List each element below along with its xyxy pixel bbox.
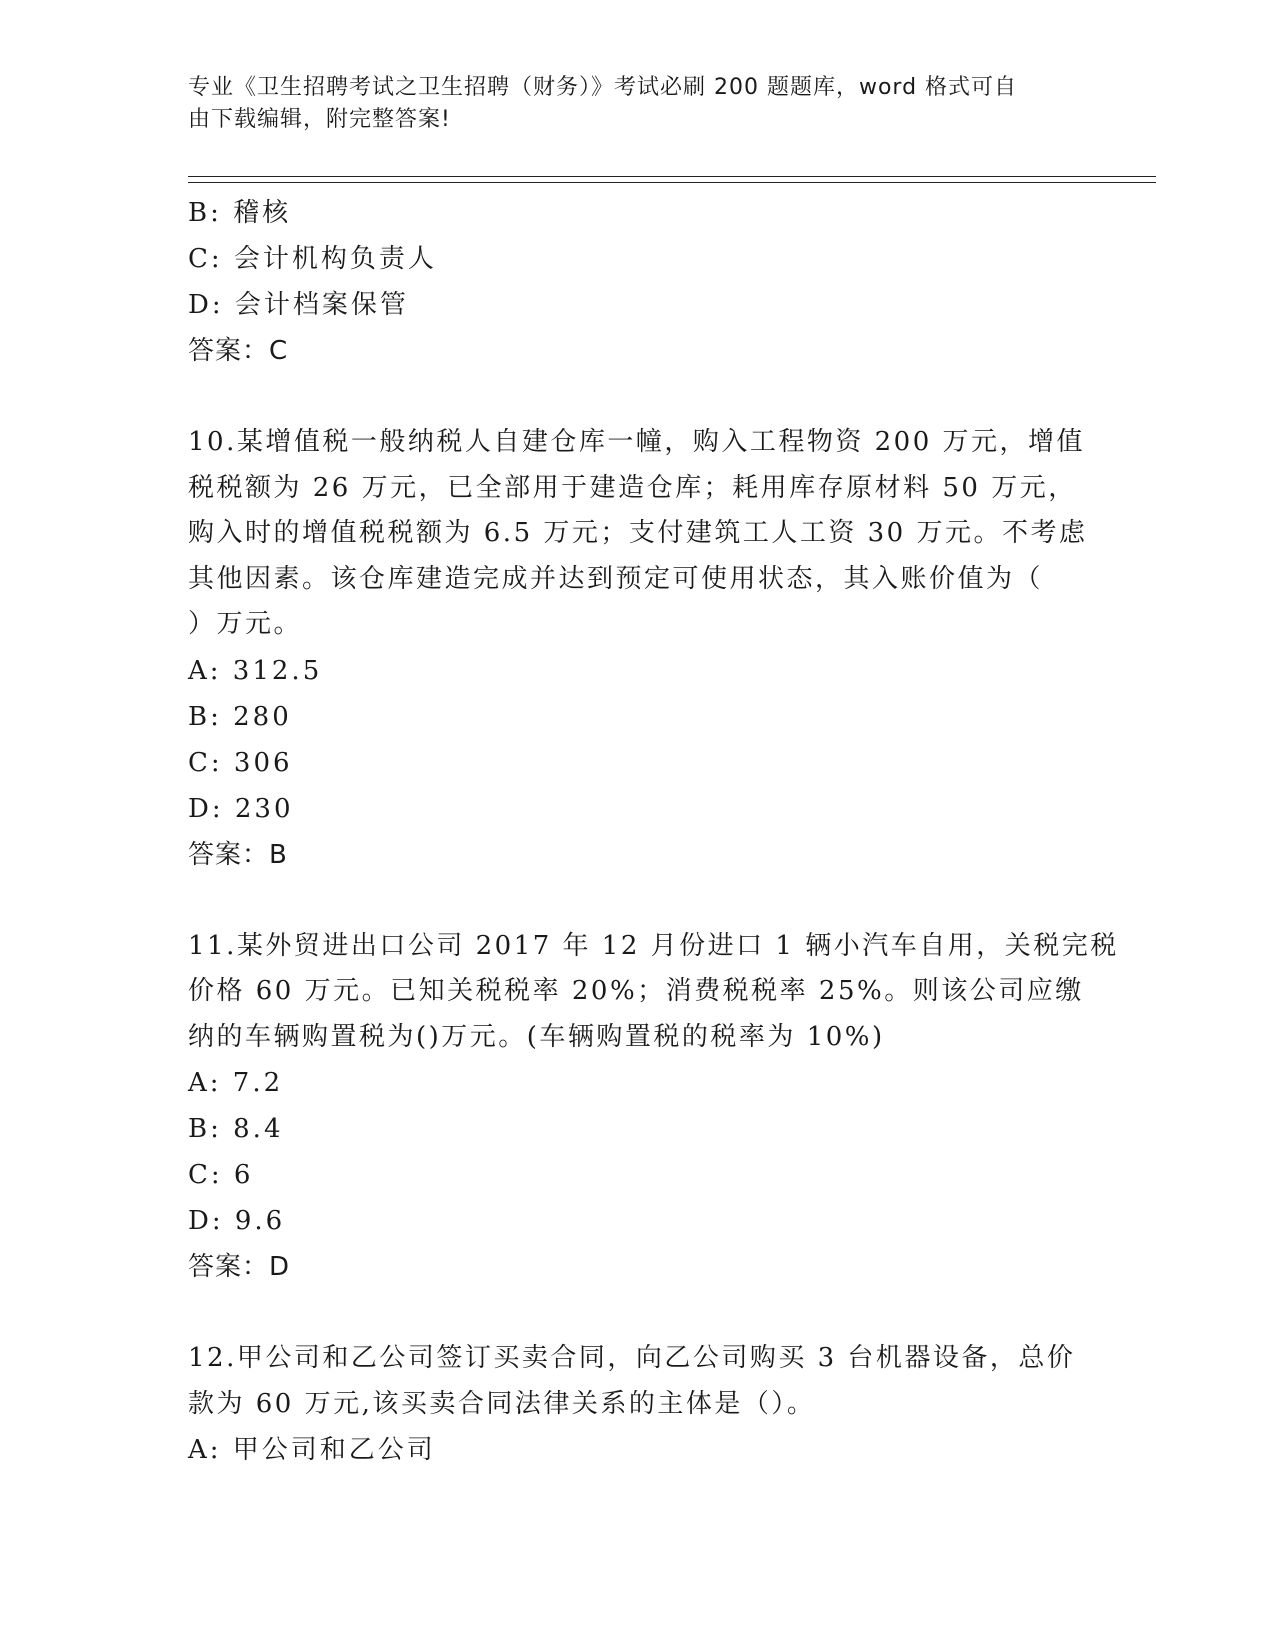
- header-line-1: 专业《卫生招聘考试之卫生招聘（财务）》考试必刷 200 题题库，word 格式可自: [188, 75, 1018, 100]
- question-text: [188, 924, 1119, 1061]
- option-c: C: 会计机构负责人: [188, 244, 437, 274]
- question-text: [188, 420, 1088, 648]
- question-line: 款为 60 万元,该买卖合同法律关系的主体是（）。: [188, 1388, 816, 1419]
- header-line-2: 由下载编辑，附完整答案!: [188, 107, 451, 132]
- option-c: C: 306: [188, 747, 293, 778]
- header-rule-bottom: [188, 182, 1156, 183]
- option-d: D: 230: [188, 793, 294, 824]
- option-b: B: 稽核: [188, 198, 292, 228]
- document-body: [188, 190, 1119, 1473]
- document-header: [188, 72, 1078, 136]
- answer-line: 答案：D: [188, 1252, 291, 1282]
- answer-line: 答案：B: [188, 839, 288, 870]
- spacer: [188, 1290, 1088, 1336]
- option-a: A: 甲公司和乙公司: [188, 1435, 436, 1465]
- question-11: [188, 924, 1119, 1291]
- option-d: D: 9.6: [188, 1206, 286, 1236]
- question-line: 税税额为 26 万元，已全部用于建造仓库；耗用库存原材料 50 万元，: [188, 472, 1077, 503]
- question-9-tail: [188, 190, 1088, 374]
- option-a: A: 312.5: [188, 655, 323, 686]
- question-line: 12.甲公司和乙公司签订买卖合同，向乙公司购买 3 台机器设备，总价: [188, 1343, 1076, 1373]
- header-rule-top: [188, 176, 1156, 177]
- question-text: [188, 1336, 1088, 1427]
- question-line: 11.某外贸进出口公司 2017 年 12 月份进口 1 辆小汽车自用，关税完税: [188, 930, 1119, 961]
- spacer: [188, 374, 1088, 420]
- question-line: ）万元。: [188, 609, 303, 639]
- question-line: 纳的车辆购置税为()万元。(车辆购置税的税率为 10%): [188, 1021, 885, 1052]
- question-line: 价格 60 万元。已知关税税率 20%；消费税税率 25%。则该公司应缴: [188, 976, 1084, 1006]
- option-a: A: 7.2: [188, 1068, 284, 1098]
- option-b: B: 8.4: [188, 1114, 284, 1144]
- question-line: 10.某增值税一般纳税人自建仓库一幢，购入工程物资 200 万元，增值: [188, 427, 1086, 457]
- option-b: B: 280: [188, 701, 292, 732]
- answer-line: 答案：C: [188, 336, 289, 366]
- question-line: 购入时的增值税税额为 6.5 万元；支付建筑工人工资 30 万元。不考虑: [188, 518, 1088, 548]
- option-c: C: 6: [188, 1160, 254, 1190]
- question-10: [188, 420, 1088, 878]
- question-12: [188, 1336, 1088, 1473]
- option-d: D: 会计档案保管: [188, 290, 409, 320]
- question-line: 其他因素。该仓库建造完成并达到预定可使用状态，其入账价值为（: [188, 563, 1044, 594]
- spacer: [188, 878, 1088, 924]
